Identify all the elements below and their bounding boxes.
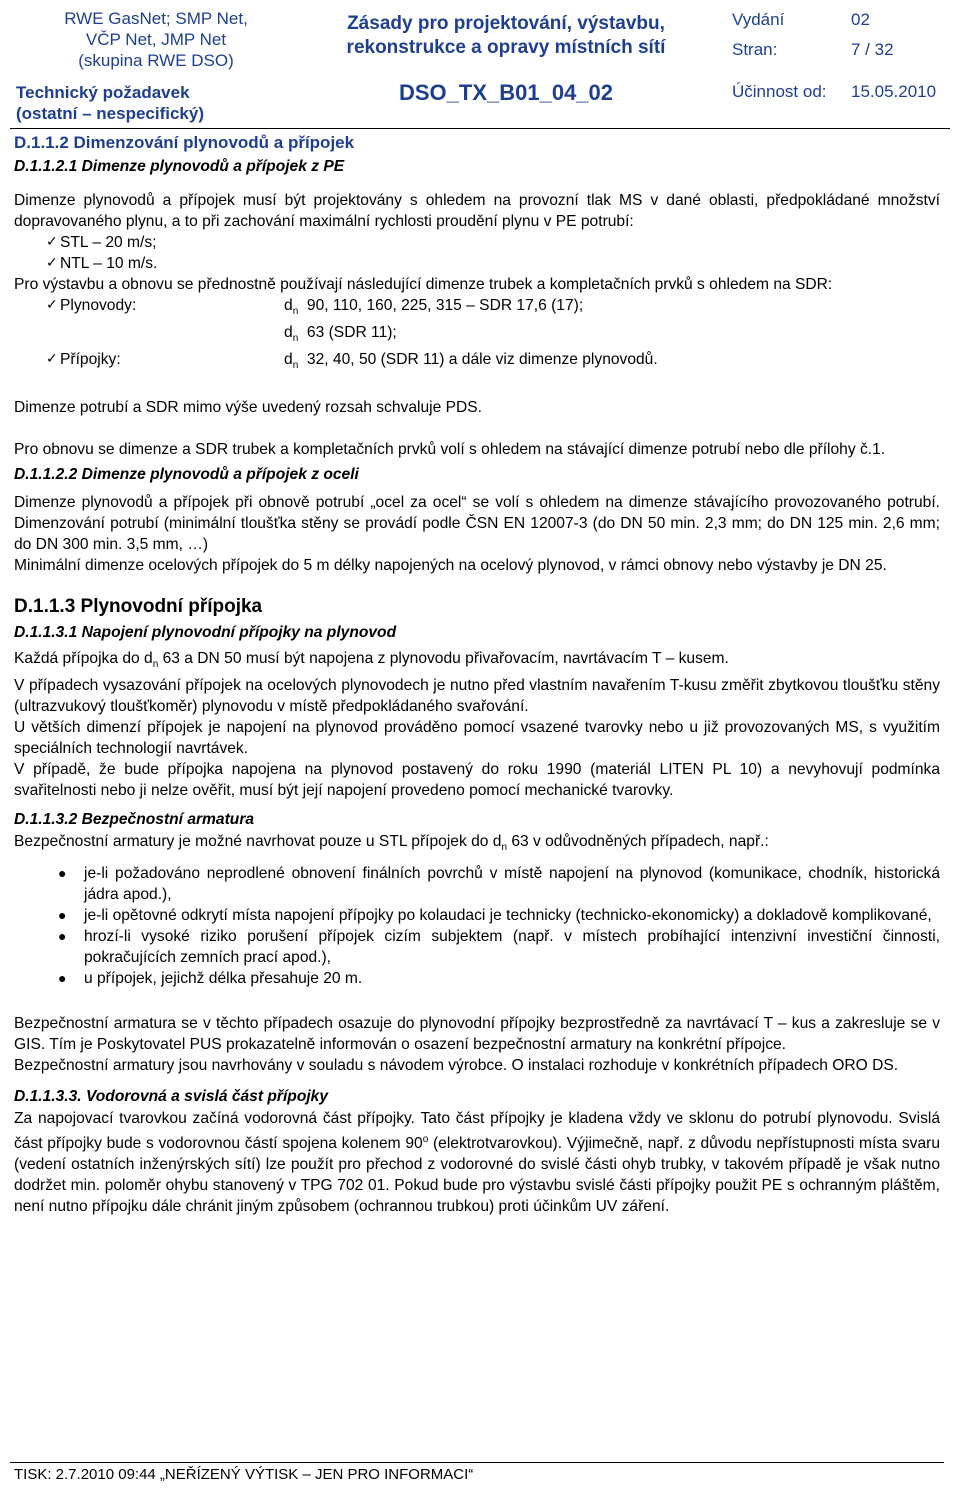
check-icon: ✓	[46, 297, 58, 313]
paragraph: V případech vysazování přípojek na ocelových plynovodech je nutno před vlastním navařením T-kusu změřit zbytkovou tloušťku stěny (ultrazvukový tloušťkoměr) plynovodu v místě předpokládaného svařování.	[14, 677, 940, 716]
effective-label: Účinnost od:	[732, 82, 827, 101]
subsection-heading: D.1.1.3.3. Vodorovná a svislá část přípojky	[14, 1087, 329, 1105]
bullet-icon: ●	[58, 906, 67, 923]
paragraph: Dimenze plynovodů a přípojek musí být projektovány s ohledem na provozní tlak MS v dané oblasti, předpokládané množství dopravovaného plynu, a to při zachování maximální rychlosti proudění plynu v PE potrubí:	[14, 192, 940, 230]
paragraph: Pro výstavbu a obnovu se přednostně používají následující dimenze trubek a kompletačních prvků s ohledem na SDR:	[14, 276, 833, 293]
sdr-value: $d_n$ 32, 40, 50 (SDR 11) a dále viz dimenze plynovodů.	[284, 351, 658, 372]
page-content	[14, 132, 940, 1217]
subsection-heading: D.1.1.3.2 Bezpečnostní armatura	[14, 811, 255, 829]
paragraph: Za napojovací tvarovkou začíná vodorovná část přípojky. Tato část přípojky je kladena vždy ve sklonu do potrubí plynovodu. Svislá část přípojky bude s vodorovnou částí spojena kolenem 90$^o$ (elektrotvarovkou). Výjimečně, např. z důvodu nepřístupnosti místa svaru (vedení ostatních inženýrských sítí) lze použít pro přechod z vodorovné do svislé části ohyb trubky, v takovém případě je však nutno dodržet min. poloměr ohybu stanovený v TPG 702 01. Pokud bude pro výstavbu svislé části přípojky použit PE s ochranným pláštěm, není nutno přípojku dále chránit jiným způsobem (ochrannou trubkou) proti účinkům UV záření.	[14, 1109, 941, 1215]
title-line: rekonstrukce a opravy místních sítí	[346, 37, 666, 58]
paragraph: V případě, že bude přípojka napojena na plynovod postavený do roku 1990 (materiál LITEN PL 10) a nevyhovují podmínka svařitelnosti nebo ji nelze ověřit, musí být její napojení provedeno pomocí mechanické tvarovky.	[14, 761, 940, 800]
company-line: VČP Net, JMP Net	[85, 30, 227, 49]
header-divider	[10, 128, 950, 129]
bullet-icon: ●	[58, 969, 67, 986]
requirement-type-line: (ostatní – nespecifický)	[16, 104, 205, 123]
sdr-value: $d_n$ 63 (SDR 11);	[284, 324, 397, 345]
company-block	[16, 8, 296, 71]
subsection-heading: D.1.1.3.1 Napojení plynovodní přípojky na plynovod	[14, 624, 397, 642]
sdr-label: Plynovody:	[60, 297, 137, 314]
title-line: Zásady pro projektování, výstavbu,	[347, 13, 665, 34]
list-item	[14, 232, 940, 253]
subsection-heading: D.1.1.2.2 Dimenze plynovodů a přípojek z oceli	[14, 466, 359, 484]
requirement-type	[16, 82, 204, 124]
paragraph: Dimenze plynovodů a přípojek při obnově potrubí „ocel za ocel“ se volí s ohledem na dimenze stávajícího provozovaného potrubí. Dimenzování potrubí (minimální tloušťka stěny se provádí podle ČSN EN 12007-3 (do DN 50 min. 2,3 mm; do DN 125 min. 2,6 mm; do DN 300 min. 3,5 mm, …)	[14, 494, 940, 554]
paragraph: Dimenze potrubí a SDR mimo výše uvedený rozsah schvaluje PDS.	[14, 399, 483, 417]
list-item: ● je-li opětovné odkrytí místa napojení přípojky po kolaudaci je technicky (technicko-ekonomicky) a dokladově komplikované,	[14, 905, 940, 926]
bullet-icon: ●	[58, 864, 67, 881]
check-icon: ✓	[46, 351, 58, 368]
check-icon: ✓	[46, 255, 58, 271]
document-title	[306, 12, 706, 60]
paragraph: Bezpečnostní armatura se v těchto případech osazuje do plynovodní přípojky bezprostředně za navrtávací T – kus a zakresluje se v GIS. Tím je Poskytovatel PUS prokazatelně informován o osazení bezpečnostní armatury na konkrétní přípojce.	[14, 1014, 940, 1053]
paragraph: U větších dimenzí přípojek je napojení na plynovod prováděno pomocí vsazené tvarovky nebo u již provozovaných MS, s využitím speciálních technologií navrtávek.	[14, 719, 940, 758]
list-item	[14, 253, 940, 274]
section-heading: D.1.1.3 Plynovodní přípojka	[14, 596, 263, 618]
document-code: DSO_TX_B01_04_02	[398, 80, 614, 105]
footer-print-note: TISK: 2.7.2010 09:44 „NEŘÍZENÝ VÝTISK – JEN PRO INFORMACI“	[14, 1466, 474, 1483]
list-item: ● hrozí-li vysoké riziko porušení přípojek cizím subjektem (např. v místech probíhající intenzivní investiční činnosti, pokračujících zemních prací apod.),	[14, 926, 940, 968]
edition-label: Vydání	[732, 10, 785, 29]
list-item-text: STL – 20 m/s;	[60, 234, 157, 251]
paragraph: Pro obnovu se dimenze a SDR trubek a kompletačních prvků volí s ohledem na stávající dimenze potrubí nebo dle přílohy č.1.	[14, 441, 886, 459]
sdr-row	[14, 322, 940, 349]
sdr-value: $d_n$ 90, 110, 160, 225, 315 – SDR 17,6 (17);	[284, 297, 584, 318]
requirement-type-line: Technický požadavek	[16, 83, 190, 102]
paragraph: Bezpečnostní armatury jsou navrhovány v souladu s návodem výrobce. O instalaci rozhoduje v konkrétních případech ORO DS.	[14, 1056, 899, 1074]
list-item: ● u přípojek, jejichž délka přesahuje 20 m.	[14, 968, 940, 989]
section-heading: D.1.1.2 Dimenzování plynovodů a přípojek	[14, 133, 355, 152]
bullet-icon: ●	[58, 927, 67, 944]
company-line: RWE GasNet; SMP Net,	[64, 9, 248, 28]
paragraph: Každá přípojka do $d_n$ 63 a DN 50 musí být napojena z plynovodu přivařovacím, navrtávacím T – kusem.	[14, 650, 729, 671]
page-value: 7 / 32	[851, 40, 894, 59]
document-header	[6, 0, 952, 128]
company-line: (skupina RWE DSO)	[78, 51, 234, 70]
list-item-text: NTL – 10 m/s.	[60, 255, 158, 272]
paragraph: Bezpečnostní armatury je možné navrhovat pouze u STL přípojek do $d_n$ 63 v odůvodněných případech, např.:	[14, 833, 769, 854]
paragraph: Minimální dimenze ocelových přípojek do 5 m délky napojených na ocelový plynovod, v rámci obnovy nebo výstavby je DN 25.	[14, 557, 887, 575]
sdr-row	[14, 295, 940, 322]
sdr-label: Přípojky:	[60, 351, 121, 369]
sdr-row	[14, 349, 940, 376]
page-label: Stran:	[732, 40, 778, 59]
list-item: ● je-li požadováno neprodlené obnovení finálních povrchů v místě napojení na plynovod (komunikace, chodník, historická jádra apod.),	[14, 863, 940, 905]
edition-value: 02	[851, 10, 870, 29]
subsection-heading: D.1.1.2.1 Dimenze plynovodů a přípojek z PE	[14, 158, 345, 175]
check-icon: ✓	[46, 234, 58, 250]
footer-divider	[10, 1462, 944, 1463]
effective-value: 15.05.2010	[851, 82, 937, 101]
